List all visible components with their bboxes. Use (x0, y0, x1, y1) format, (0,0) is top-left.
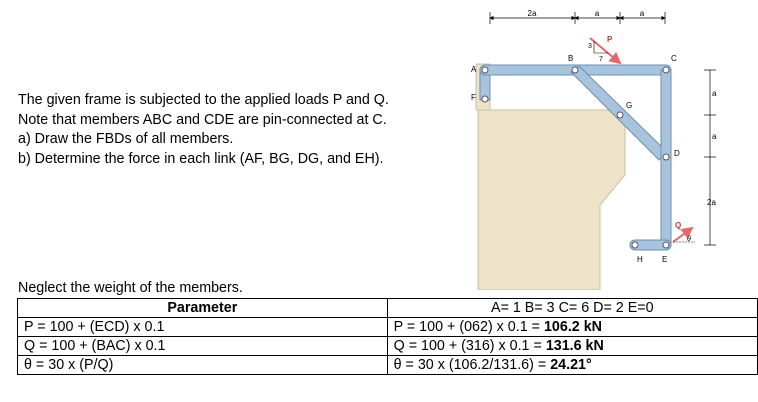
label-e: E (662, 255, 668, 264)
load-p-arrow (590, 38, 620, 63)
problem-line: The given frame is subjected to the applied loads P and Q. (18, 92, 389, 108)
frame-figure (460, 0, 740, 290)
calc-text: θ = 30 x (106.2/131.6) = (393, 357, 551, 373)
label-g: G (626, 101, 633, 110)
calc-result: 24.21° (550, 357, 592, 373)
param-cell: P = 100 + (ECD) x 0.1 (18, 318, 388, 337)
pin-e (663, 242, 669, 248)
dim-label-a-top2: a (639, 9, 645, 18)
pin-c (663, 67, 669, 73)
dim-label-2a-top: 2a (527, 9, 537, 18)
param-cell: θ = 30 x (P/Q) (18, 356, 388, 375)
dim-label-2a-right: 2a (707, 198, 716, 207)
pin-a (482, 67, 488, 73)
label-h: H (637, 255, 643, 264)
pin-f (482, 96, 488, 102)
label-slope-3: 3 (588, 43, 592, 50)
pin-h (632, 242, 638, 248)
calc-cell (387, 318, 757, 337)
problem-line: Note that members ABC and CDE are pin-connected at C. (18, 111, 387, 128)
table-row (18, 337, 758, 356)
problem-statement (18, 91, 438, 169)
label-d: D (674, 149, 680, 158)
calc-cell (387, 356, 757, 375)
label-c: C (671, 54, 677, 63)
calc-text: Q = 100 + (316) x 0.1 = (393, 338, 546, 354)
problem-line: b) Determine the force in each link (AF, BG, DG, and EH). (18, 150, 384, 167)
dim-label-a-top1: a (594, 9, 600, 18)
header-values: A= 1 B= 3 C= 6 D= 2 E=0 (387, 299, 757, 318)
pin-d (663, 154, 669, 160)
label-q: Q (675, 221, 682, 230)
pin-b (572, 67, 578, 73)
neglect-note: Neglect the weight of the members. (18, 280, 243, 296)
problem-line: a) Draw the FBDs of all members. (18, 131, 234, 147)
label-b: B (568, 54, 574, 63)
label-slope-7: 7 (599, 56, 603, 63)
table-row (18, 356, 758, 375)
support-wall (478, 110, 625, 290)
header-parameter: Parameter (18, 299, 388, 318)
calc-result: 131.6 kN (545, 338, 604, 354)
parameter-table (17, 298, 758, 375)
dim-label-a-right1: a (712, 89, 717, 98)
calc-result: 106.2 kN (543, 319, 602, 335)
label-p: P (607, 35, 613, 44)
dim-label-a-right2: a (712, 132, 717, 141)
label-f: F (471, 93, 476, 102)
table-header-row (18, 299, 758, 318)
param-cell: Q = 100 + (BAC) x 0.1 (18, 337, 388, 356)
pin-g (617, 112, 623, 118)
label-theta: θ (687, 236, 691, 243)
table-row (18, 318, 758, 337)
calc-cell (387, 337, 757, 356)
label-a: A (471, 65, 477, 74)
calc-text: P = 100 + (062) x 0.1 = (393, 319, 544, 335)
